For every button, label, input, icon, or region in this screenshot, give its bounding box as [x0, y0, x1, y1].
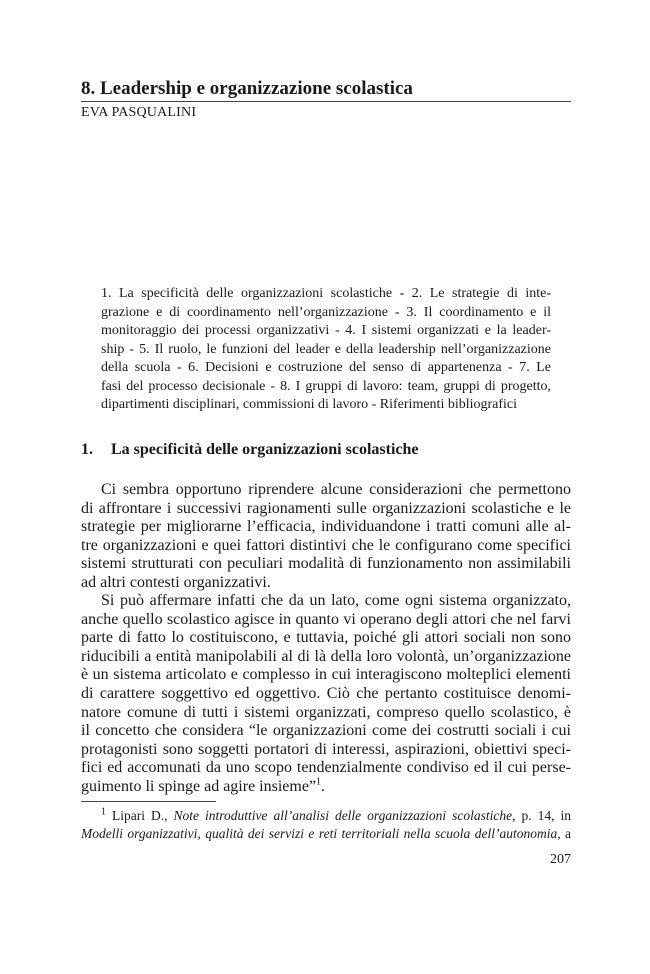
paragraph-line: di affrontare i successivi ragionamenti sulle organizzazioni scolastiche e le — [81, 499, 571, 517]
toc-line: della scuola - 6. Decisioni e costruzione del senso di appartenenza - 7. Le — [101, 360, 551, 375]
toc-line: ship - 5. Il ruolo, le funzioni del leader e della leadership nell’organizzazione — [101, 341, 551, 357]
footnote-reference[interactable]: 1 — [316, 776, 322, 788]
paragraph-line: di carattere soggettivo ed oggettivo. Ciò che pertanto costituisce denomi- — [81, 685, 571, 703]
toc-line: fasi del processo decisionale - 8. I gruppi di lavoro: team, gruppi di progetto, — [101, 378, 551, 394]
chapter-contents-summary — [101, 285, 551, 415]
toc-line: 1. La specificità delle organizzazioni scolastiche - 2. Le strategie di inte- — [101, 286, 551, 301]
paragraph-line: anche quello scolastico agisce in quanto vi operano degli attori che nel farvi — [81, 610, 571, 628]
paragraph-line: sistemi strutturati con peculiari modalità di funzionamento non assimilabili — [81, 555, 571, 573]
body-text — [81, 481, 571, 796]
chapter-author: EVA PASQUALINI — [81, 105, 197, 120]
page-number: 207 — [550, 852, 571, 867]
paragraph-line: strategie per migliorarne l’efficacia, individuandone i tratti comuni alle al- — [81, 518, 571, 536]
paragraph-line: protagonisti sono soggetti portatori di interessi, aspirazioni, obiettivi speci- — [81, 740, 571, 758]
footnote-line — [81, 807, 571, 825]
paragraph-line: natore comune di tutti i sistemi organizzati, compreso quello scolastico, è — [81, 703, 571, 721]
paragraph-line: il concetto che considera “le organizzazioni come dei costrutti sociali i cui — [81, 722, 571, 740]
paragraph-line: parte di fatto lo costituiscono, e tuttavia, poiché gli attori sociali non sono — [81, 629, 571, 647]
footnote-book-title: Modelli organizzativi, qualità dei servizi e reti territoriali nella scuola dell’autonomia — [81, 826, 558, 841]
footnote — [81, 807, 571, 843]
footnote-line — [81, 825, 571, 843]
footnote-author: Lipari D., — [112, 808, 168, 823]
footnote-number: 1 — [101, 806, 106, 818]
section-title: La specificità delle organizzazioni scolastiche — [111, 441, 419, 458]
section-heading — [81, 440, 419, 460]
paragraph-line: tre organizzazioni e quei fattori distintivi che le configurano come specifici — [81, 536, 571, 554]
paragraph-line-text: guimento li spinge ad agire insieme” — [81, 777, 317, 795]
footnote-work-title: Note introduttive all’analisi delle organizzazioni scolastiche — [173, 808, 513, 823]
footnote-trailing: , a — [557, 826, 571, 841]
chapter-title: 8. Leadership e organizzazione scolastica — [81, 78, 571, 102]
footnote-pages: , p. 14, in — [512, 808, 571, 823]
toc-line: dipartimenti disciplinari, commissioni di lavoro - Riferimenti bibliografici — [101, 397, 518, 412]
paragraph-line: fici ed accomunati da uno scopo tendenzialmente condiviso ed il cui perse- — [81, 759, 571, 777]
section-number: 1. — [81, 441, 93, 458]
paragraph-line: riducibili a entità manipolabili al di là della loro volontà, un’organizzazione — [81, 647, 571, 665]
paragraph-line: Ci sembra opportuno riprendere alcune considerazioni che permettono — [101, 481, 571, 498]
sentence-end-period: . — [321, 777, 326, 795]
paragraph-line: ad altri contesti organizzativi. — [81, 573, 271, 591]
footnote-separator — [81, 801, 216, 802]
toc-line: grazione e di coordinamento nell’organizzazione - 3. Il coordinamento e il — [101, 304, 551, 320]
paragraph-line-with-footnote-ref — [81, 778, 571, 797]
paragraph-line: Si può affermare infatti che da un lato, come ogni sistema organizzato, — [101, 592, 571, 610]
paragraph-line: è un sistema articolato e complesso in cui interagiscono molteplici elementi — [81, 666, 571, 684]
toc-line: monitoraggio dei processi organizzativi - 4. I sistemi organizzati e la leader- — [101, 323, 551, 338]
